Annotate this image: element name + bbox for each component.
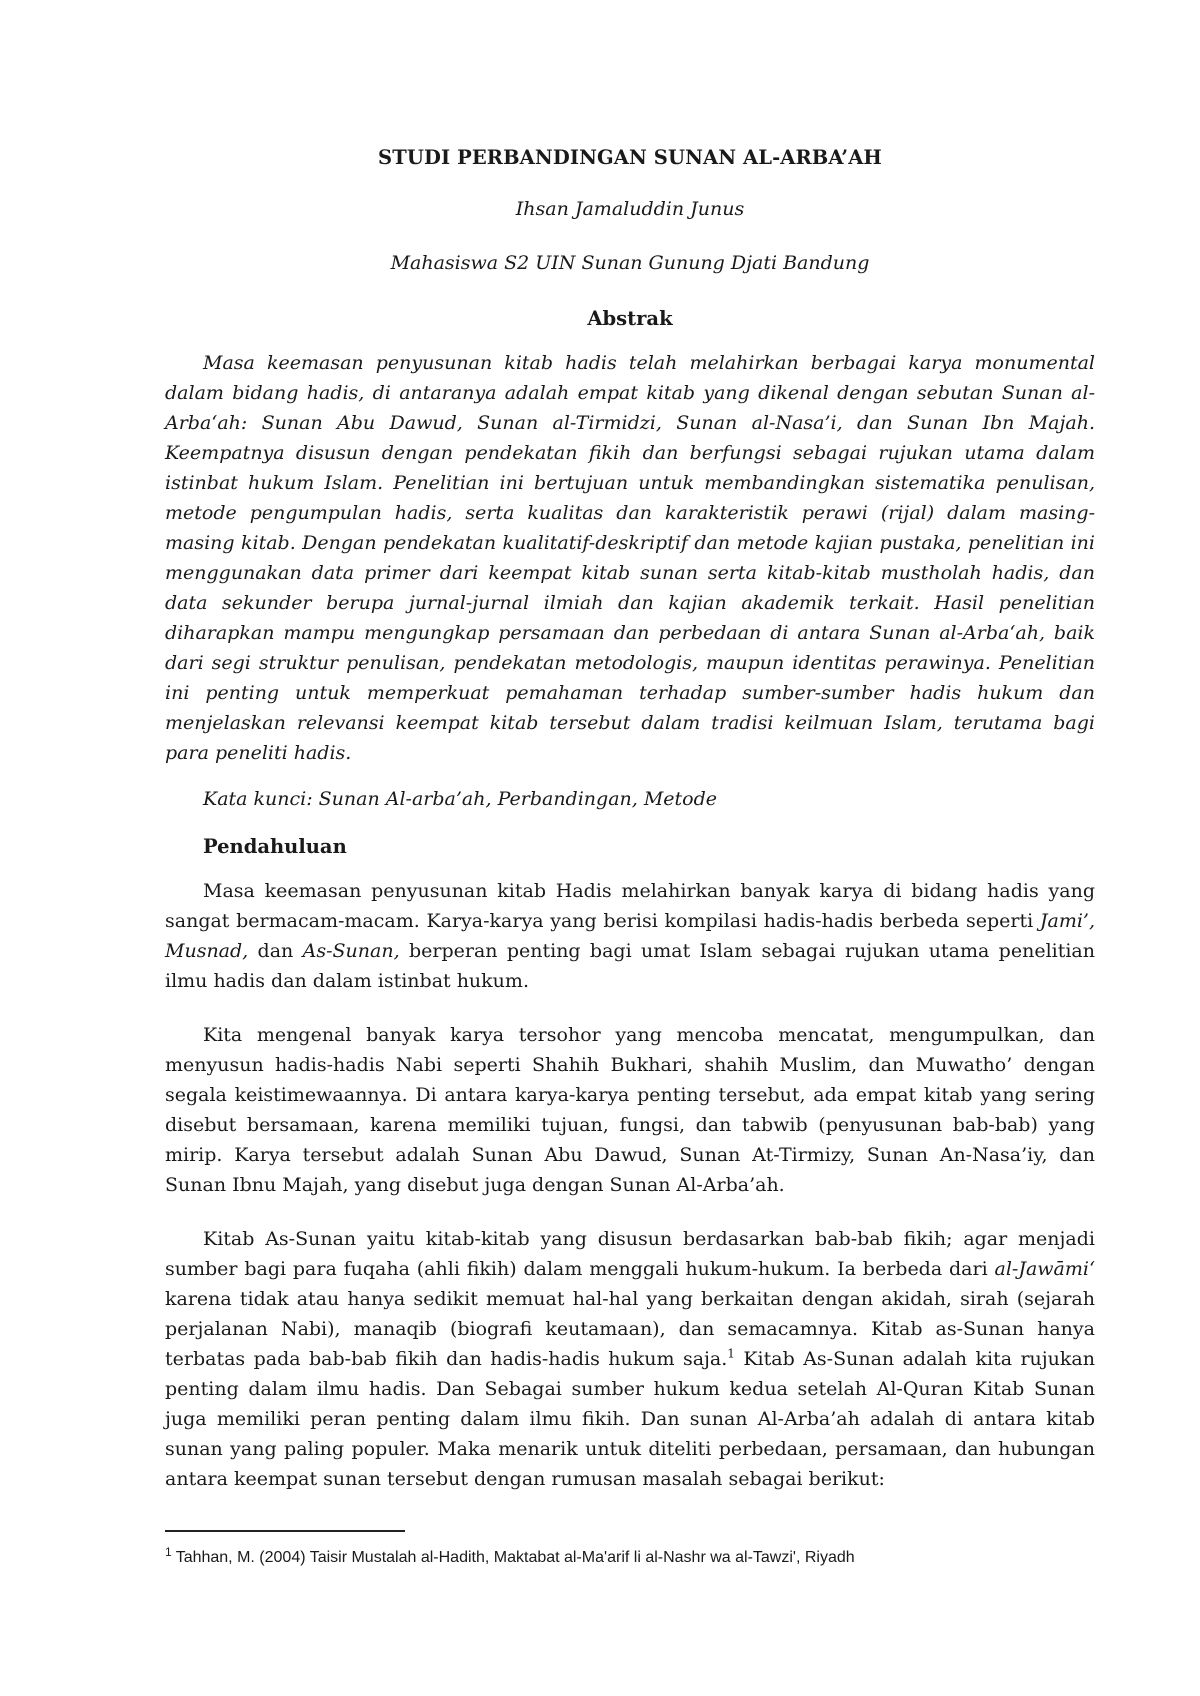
p3-text-c: Kitab As-Sunan adalah kita rujukan penting dalam ilmu hadis. Dan Sebagai sumber hukum kedua setelah Al-Quran Kitab Sunan juga memiliki peran penting dalam ilmu fikih. Dan sunan Al-Arba’ah adalah di antara kitab sunan yang paling populer. Maka menarik untuk diteliti perbedaan, persamaan, dan hubungan antara keempat sunan tersebut dengan rumusan masalah sebagai berikut:: [165, 1348, 1095, 1490]
p3-text-b: karena tidak atau hanya sedikit memuat hal-hal yang berkaitan dengan akidah, sirah (sejarah perjalanan Nabi), manaqib (biografi keutamaan), dan semacamnya. Kitab as-Sunan hanya terbatas pada bab-bab fikih dan hadis-hadis hukum saja.: [165, 1288, 1095, 1370]
abstract-text: Masa keemasan penyusunan kitab hadis telah melahirkan berbagai karya monumental dalam bidang hadis, di antaranya adalah empat kitab yang dikenal dengan sebutan Sunan al-Arba‘ah: Sunan Abu Dawud, Sunan al-Tirmidzi, Sunan al-Nasa’i, dan Sunan Ibn Majah. Keempatnya disusun dengan pendekatan fikih dan berfungsi sebagai rujukan utama dalam istinbat hukum Islam. Penelitian ini bertujuan untuk membandingkan sistematika penulisan, metode pengumpulan hadis, serta kualitas dan karakteristik perawi (rijal) dalam masing-masing kitab. Dengan pendekatan kualitatif-deskriptif dan metode kajian pustaka, penelitian ini menggunakan data primer dari keempat kitab sunan serta kitab-kitab mustholah hadis, dan data sekunder berupa jurnal-jurnal ilmiah dan kajian akademik terkait. Hasil penelitian diharapkan mampu mengungkap persamaan dan perbedaan di antara Sunan al-Arba‘ah, baik dari segi struktur penulisan, pendekatan metodologis, maupun identitas perawinya. Penelitian ini penting untuk memperkuat pemahaman terhadap sumber-sumber hadis hukum dan menjelaskan relevansi keempat kitab tersebut dalam tradisi keilmuan Islam, terutama bagi para peneliti hadis.: [165, 352, 1095, 764]
p1-italic-musnad: Musnad,: [165, 940, 249, 962]
author-affiliation: Mahasiswa S2 UIN Sunan Gunung Djati Bandung: [390, 252, 870, 274]
footnote-separator: [165, 1530, 405, 1532]
author-name: Ihsan Jamaluddin Junus: [515, 198, 745, 220]
intro-paragraph-2: Kita mengenal banyak karya tersohor yang mencoba mencatat, mengumpulkan, dan menyusun hadis-hadis Nabi seperti Shahih Bukhari, shahih Muslim, dan Muwatho’ dengan segala keistimewaannya. Di antara karya-karya penting tersebut, ada empat kitab yang sering disebut bersamaan, karena memiliki tujuan, fungsi, dan tabwib (penyusunan bab-bab) yang mirip. Karya tersebut adalah Sunan Abu Dawud, Sunan At-Tirmizy, Sunan An-Nasa’iy, dan Sunan Ibnu Majah, yang disebut juga dengan Sunan Al-Arba’ah.: [165, 1024, 1095, 1196]
p1-italic-assunan: As-Sunan,: [302, 940, 400, 962]
p1-text-a: Masa keemasan penyusunan kitab Hadis melahirkan banyak karya di bidang hadis yang sangat bermacam-macam. Karya-karya yang berisi kompilasi hadis-hadis berbeda seperti: [165, 880, 1095, 932]
footnote-text: Tahhan, M. (2004) Taisir Mustalah al-Hadith, Maktabat al-Ma'arif li al-Nashr wa al-Tawzi', Riyadh: [175, 1549, 855, 1566]
section-heading-introduction: Pendahuluan: [203, 835, 347, 858]
p1-text-d: berperan penting bagi umat Islam sebagai rujukan utama penelitian ilmu hadis dan dalam istinbat hukum.: [165, 940, 1095, 992]
intro-paragraph-3: [165, 1224, 1095, 1494]
page-content: [165, 140, 1095, 1494]
p1-italic-jami: Jami’,: [1039, 910, 1095, 932]
p1-text-c: dan: [248, 940, 303, 962]
footnote-1: [165, 1546, 1095, 1570]
p3-text-a: Kitab As-Sunan yaitu kitab-kitab yang disusun berdasarkan bab-bab fikih; agar menjadi sumber bagi para fuqaha (ahli fikih) dalam menggali hukum-hukum. Ia berbeda dari: [165, 1228, 1095, 1280]
paper-title: STUDI PERBANDINGAN SUNAN AL-ARBA’AH: [378, 146, 882, 169]
p3-italic-jawami: al-Jawāmi‘: [994, 1258, 1095, 1280]
footnote-reference[interactable]: 1: [727, 1346, 735, 1361]
footnote-number: 1: [165, 1544, 172, 1559]
keywords: Kata kunci: Sunan Al-arba’ah, Perbandingan, Metode: [203, 788, 718, 810]
intro-paragraph-1: [165, 876, 1095, 996]
abstract-heading: Abstrak: [587, 307, 673, 330]
